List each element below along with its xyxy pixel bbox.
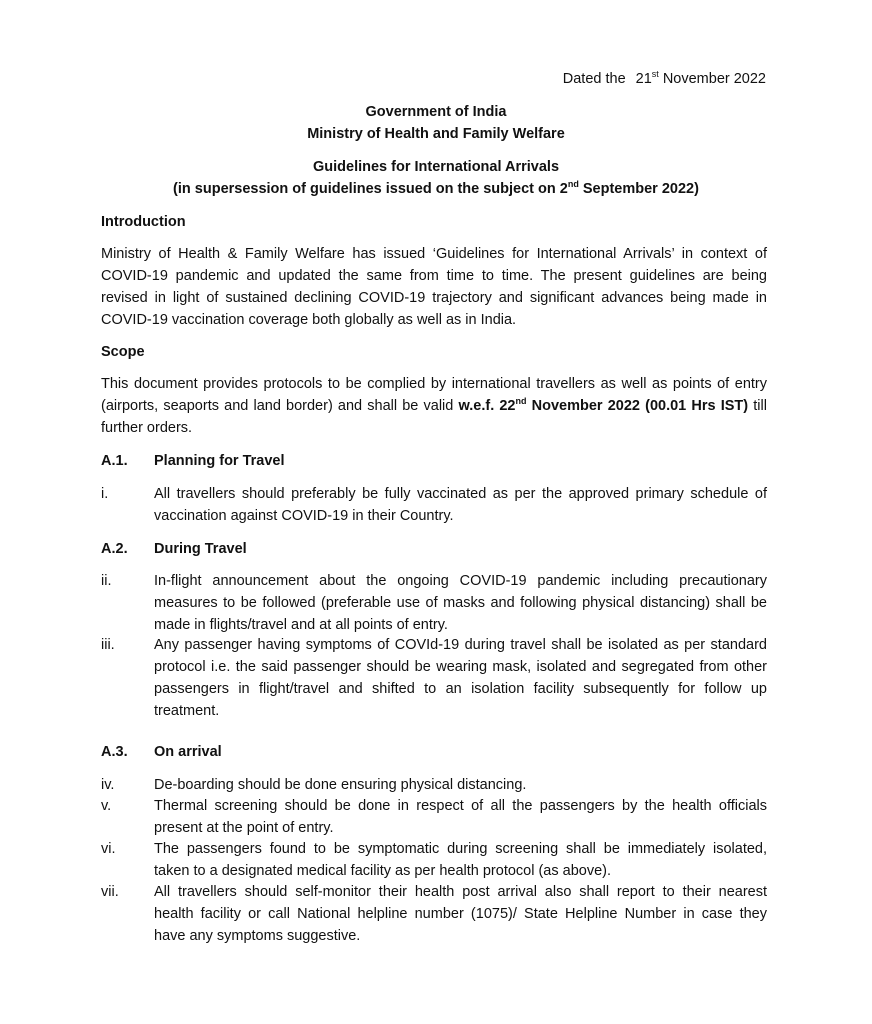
document-date: [563, 68, 766, 90]
intro-heading: Introduction: [101, 214, 186, 230]
list-item-number: i.: [101, 486, 109, 502]
intro-line: COVID-19 vaccination coverage both globally as well as in India.: [101, 312, 517, 328]
list-item-number: iv.: [101, 777, 115, 793]
list-item-number: vi.: [101, 841, 116, 857]
list-item-line: passengers in flight/travel and shifted to an isolation facility subsequently for follow up: [154, 681, 767, 697]
section-title-on-arrival: On arrival: [154, 744, 222, 760]
date-day: 21: [635, 71, 652, 87]
list-item-number: vii.: [101, 884, 119, 900]
list-item-number: iii.: [101, 637, 115, 653]
scope-date-post: November 2022 (00.01 Hrs IST): [526, 398, 749, 414]
date-suffix: st: [651, 69, 659, 79]
list-item-number: ii.: [101, 573, 112, 589]
section-number: A.1.: [101, 453, 128, 469]
document-title: Guidelines for International Arrivals: [312, 159, 560, 175]
list-item: [154, 838, 767, 882]
intro-paragraph: [101, 243, 767, 331]
list-item-line: have any symptoms suggestive.: [154, 928, 361, 944]
list-item-line: All travellers should self-monitor their health post arrival also shall report to their nearest: [154, 884, 767, 900]
scope-effective-date: [459, 398, 749, 414]
list-item-line: measures to be followed (preferable use of masks and following physical distancing) shall be: [154, 595, 767, 611]
list-item-line: health facility or call National helpline number (1075)/ State Helpline Number in case they: [154, 906, 767, 922]
list-item-line: treatment.: [154, 703, 220, 719]
government-line: Government of India: [365, 104, 507, 120]
section-number: A.3.: [101, 744, 128, 760]
section-title-planning: Planning for Travel: [154, 453, 285, 469]
list-item: [154, 634, 767, 722]
list-item: [154, 881, 767, 947]
intro-line: revised in light of sustained declining COVID-19 trajectory and significant advances being made in: [101, 290, 767, 306]
scope-line: further orders.: [101, 420, 193, 436]
scope-line2-pre: (airports, seaports and land border) and shall be valid: [101, 398, 459, 414]
scope-line2-post: till: [748, 398, 767, 414]
list-item: [154, 570, 767, 636]
date-prefix: Dated the: [562, 71, 626, 87]
list-item: [154, 483, 767, 527]
scope-line: This document provides protocols to be complied by international travellers as well as points of entry: [101, 376, 767, 392]
list-item: [154, 795, 767, 839]
ministry-line: Ministry of Health and Family Welfare: [307, 126, 565, 142]
subtitle-pre: (in supersession of guidelines issued on the subject on 2: [173, 181, 568, 197]
list-item-line: made in flights/travel and at all points of entry.: [154, 617, 448, 633]
intro-line: Ministry of Health & Family Welfare has issued ‘Guidelines for International Arrivals’ in context of: [101, 246, 767, 262]
section-number: A.2.: [101, 541, 128, 557]
section-title-during-travel: During Travel: [154, 541, 247, 557]
date-month-year: November 2022: [662, 71, 766, 87]
list-item-line: Any passenger having symptoms of COVId-19 during travel shall be isolated as per standard: [154, 637, 767, 653]
list-item-line: protocol i.e. the said passenger should be wearing mask, isolated and segregated from other: [154, 659, 767, 675]
subtitle-post: September 2022): [578, 181, 699, 197]
scope-heading: Scope: [101, 344, 145, 360]
list-item-line: The passengers found to be symptomatic during screening shall be immediately isolated,: [154, 841, 767, 857]
list-item-number: v.: [101, 798, 112, 814]
scope-date-pre: w.e.f. 22: [458, 398, 516, 414]
list-item: [154, 774, 767, 796]
scope-paragraph: [101, 373, 767, 439]
intro-line: COVID-19 pandemic and updated the same from time to time. The present guidelines are being: [101, 268, 767, 284]
list-item-line: In-flight announcement about the ongoing COVID-19 pandemic including precautionary: [154, 573, 767, 589]
subtitle-sup: nd: [567, 179, 579, 189]
list-item-line: taken to a designated medical facility as per health protocol (as above).: [154, 863, 612, 879]
document-subtitle: [0, 178, 872, 200]
list-item-line: De-boarding should be done ensuring physical distancing.: [154, 777, 527, 793]
list-item-line: Thermal screening should be done in respect of all the passengers by the health officials: [154, 798, 767, 814]
scope-line: [101, 395, 767, 417]
list-item-line: present at the point of entry.: [154, 820, 334, 836]
list-item-line: All travellers should preferably be fully vaccinated as per the approved primary schedule of: [154, 486, 767, 502]
list-item-line: vaccination against COVID-19 in their Country.: [154, 508, 454, 524]
scope-date-sup: nd: [515, 396, 527, 406]
